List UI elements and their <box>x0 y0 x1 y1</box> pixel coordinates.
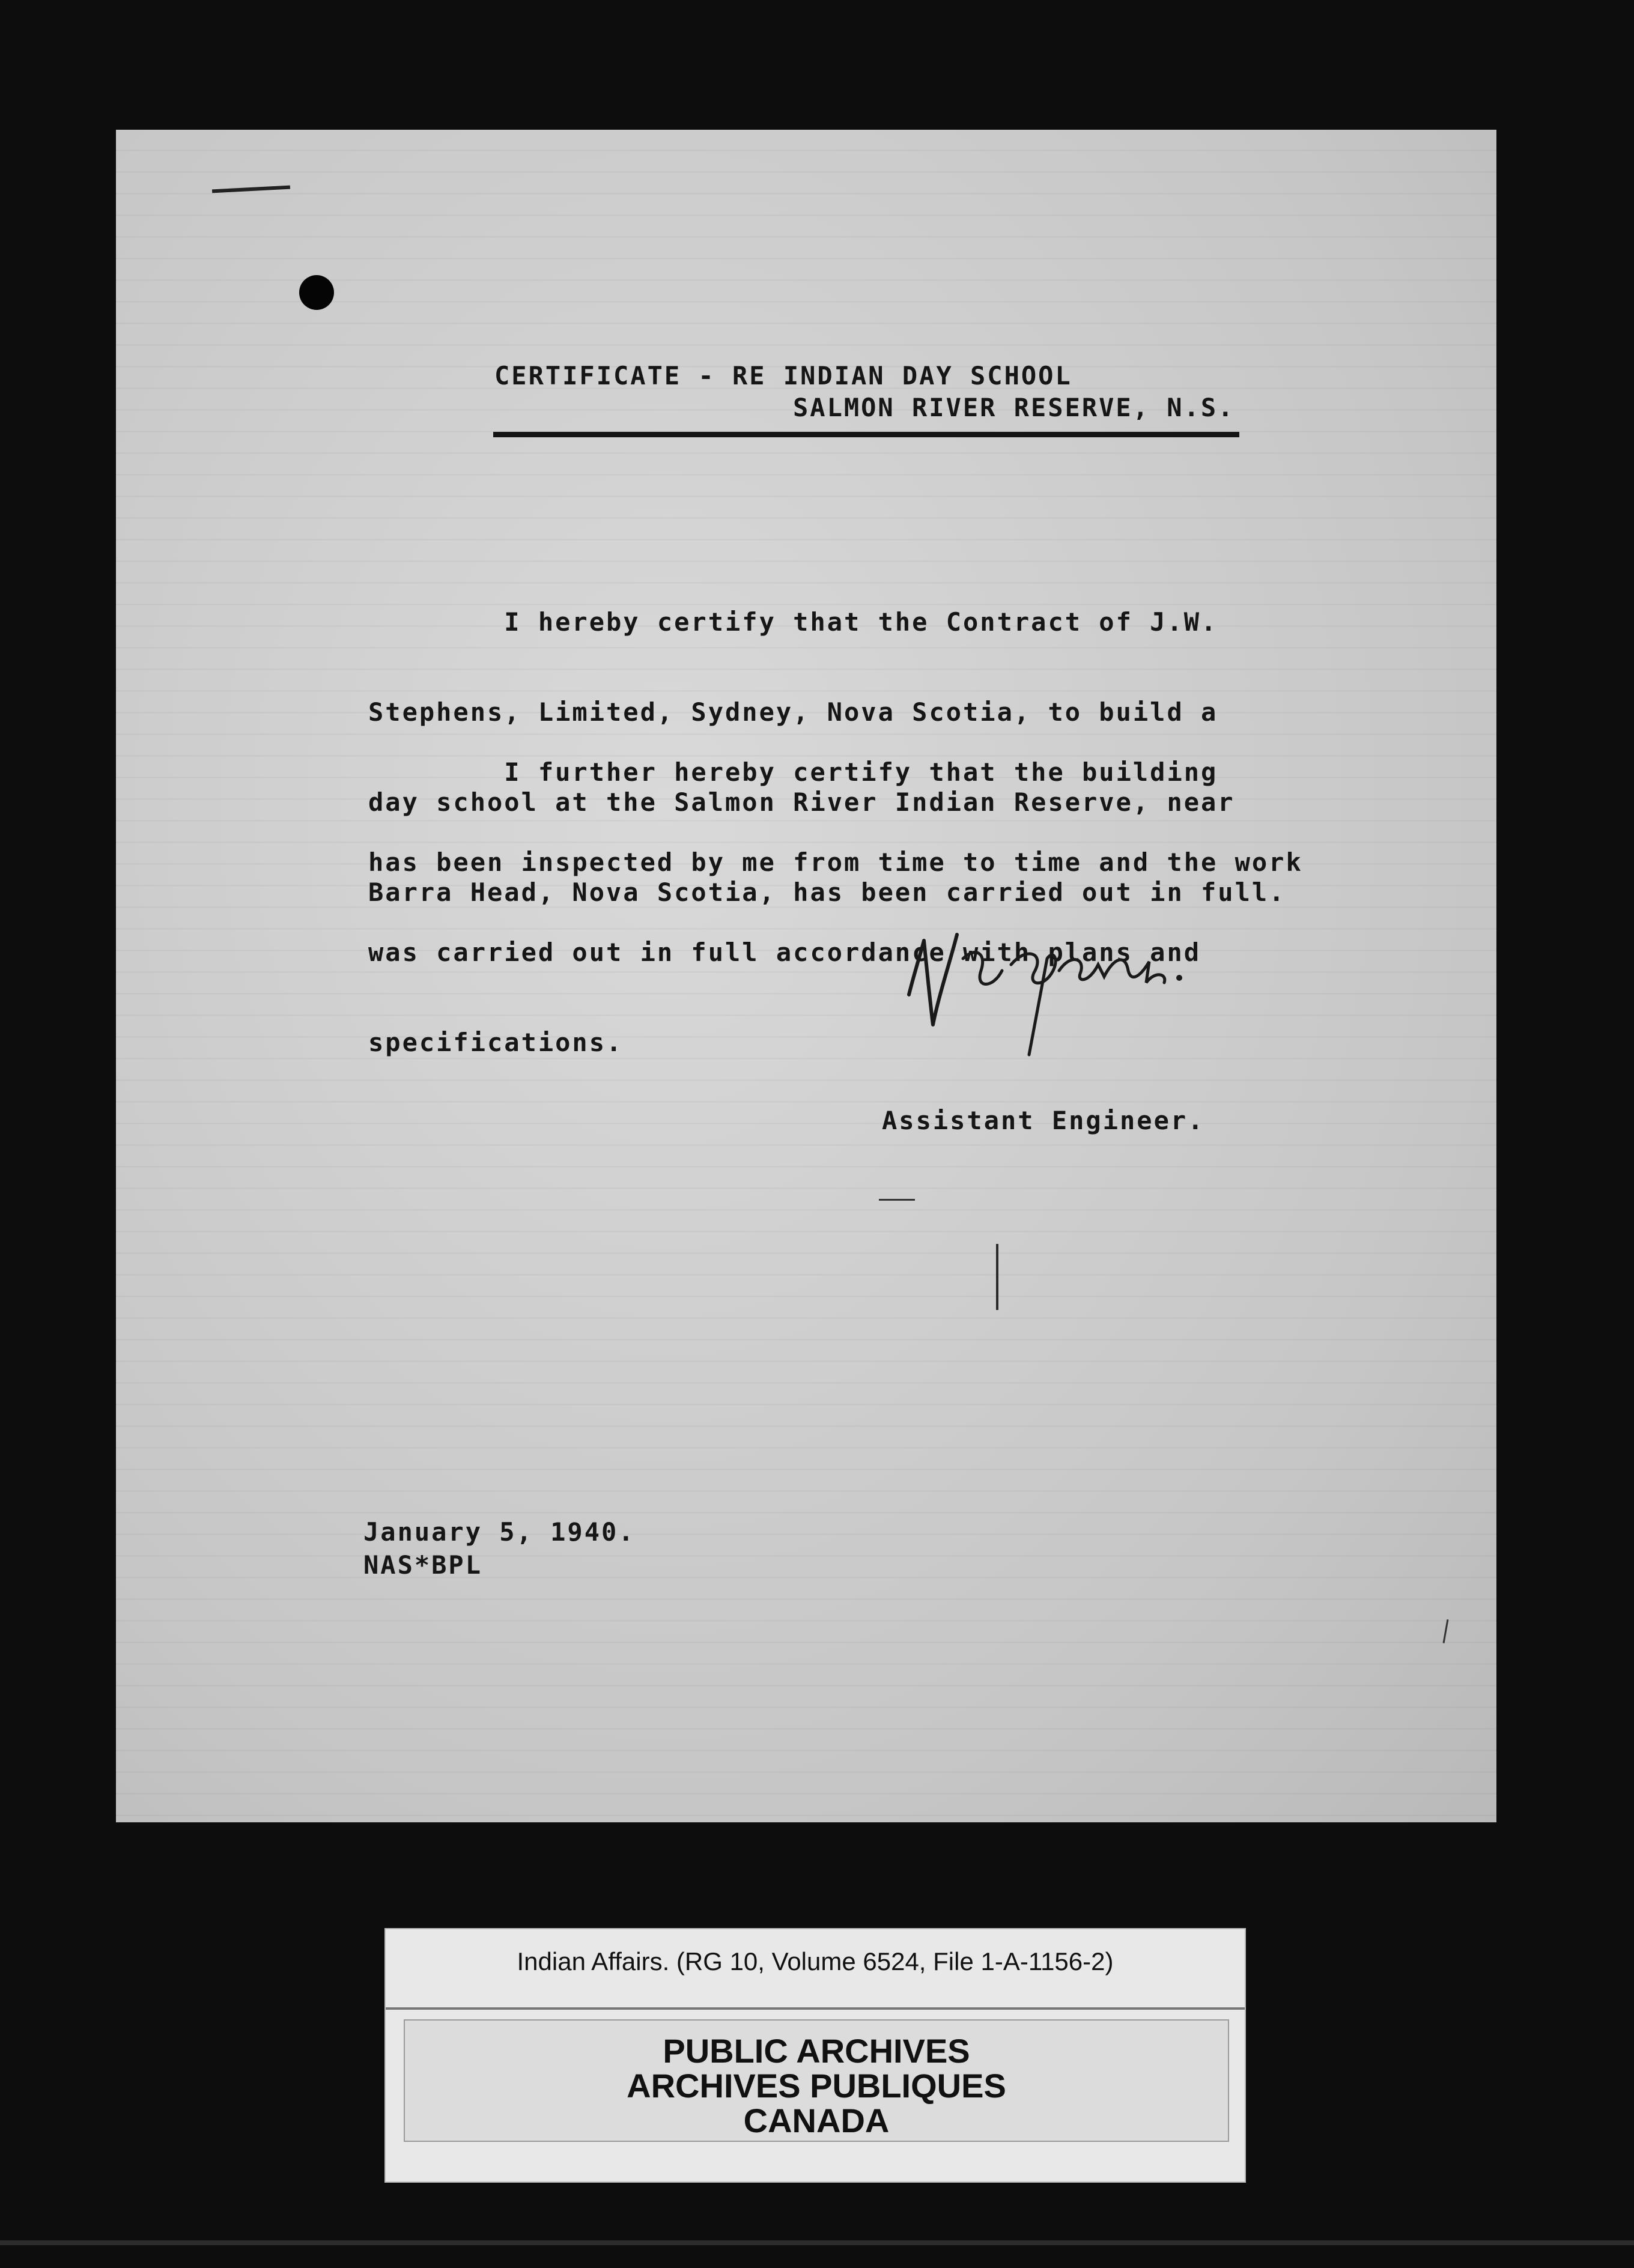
paragraph-line: specifications. <box>368 1028 624 1057</box>
paragraph-line: I further hereby certify that the building <box>368 757 1218 787</box>
paragraph-line: Barra Head, Nova Scotia, has been carried out in full. <box>368 878 1286 907</box>
paragraph-line: I hereby certify that the Contract of J.W. <box>368 607 1218 637</box>
frame-bottom-edge <box>0 2240 1634 2245</box>
stamp-line-french: ARCHIVES PUBLIQUES <box>627 2067 1006 2105</box>
paragraph-line: has been inspected by me from time to time and the work <box>368 847 1303 877</box>
pen-mark <box>212 186 290 193</box>
paragraph-line: was carried out in full accordance with plans and <box>368 938 1201 967</box>
certificate-title-line-1: CERTIFICATE - RE INDIAN DAY SCHOOL <box>494 361 1072 390</box>
title-underline <box>493 432 1239 437</box>
stray-mark <box>996 1244 998 1310</box>
stray-mark <box>1443 1619 1449 1643</box>
document-date: January 5, 1940. <box>363 1517 636 1547</box>
archive-reference-text: Indian Affairs. (RG 10, Volume 6524, File 1-A-1156-2) <box>517 1947 1114 1975</box>
archive-reference-label <box>384 1928 1246 2183</box>
handwritten-signature <box>897 905 1209 1061</box>
reference-initials: NAS*BPL <box>363 1550 483 1580</box>
scanned-document-page <box>116 130 1496 1822</box>
stamp-line-country: CANADA <box>743 2102 890 2139</box>
signatory-title: Assistant Engineer. <box>882 1106 1205 1135</box>
archive-stamp <box>404 2019 1229 2142</box>
paragraph-line: day school at the Salmon River Indian Reserve, near <box>368 787 1235 817</box>
stray-mark <box>879 1199 915 1201</box>
certificate-title-line-2: SALMON RIVER RESERVE, N.S. <box>793 393 1235 422</box>
paragraph-line: Stephens, Limited, Sydney, Nova Scotia, to build a <box>368 697 1218 727</box>
punch-hole <box>299 275 334 310</box>
label-divider <box>386 2007 1245 2010</box>
stamp-line-english: PUBLIC ARCHIVES <box>663 2032 970 2070</box>
